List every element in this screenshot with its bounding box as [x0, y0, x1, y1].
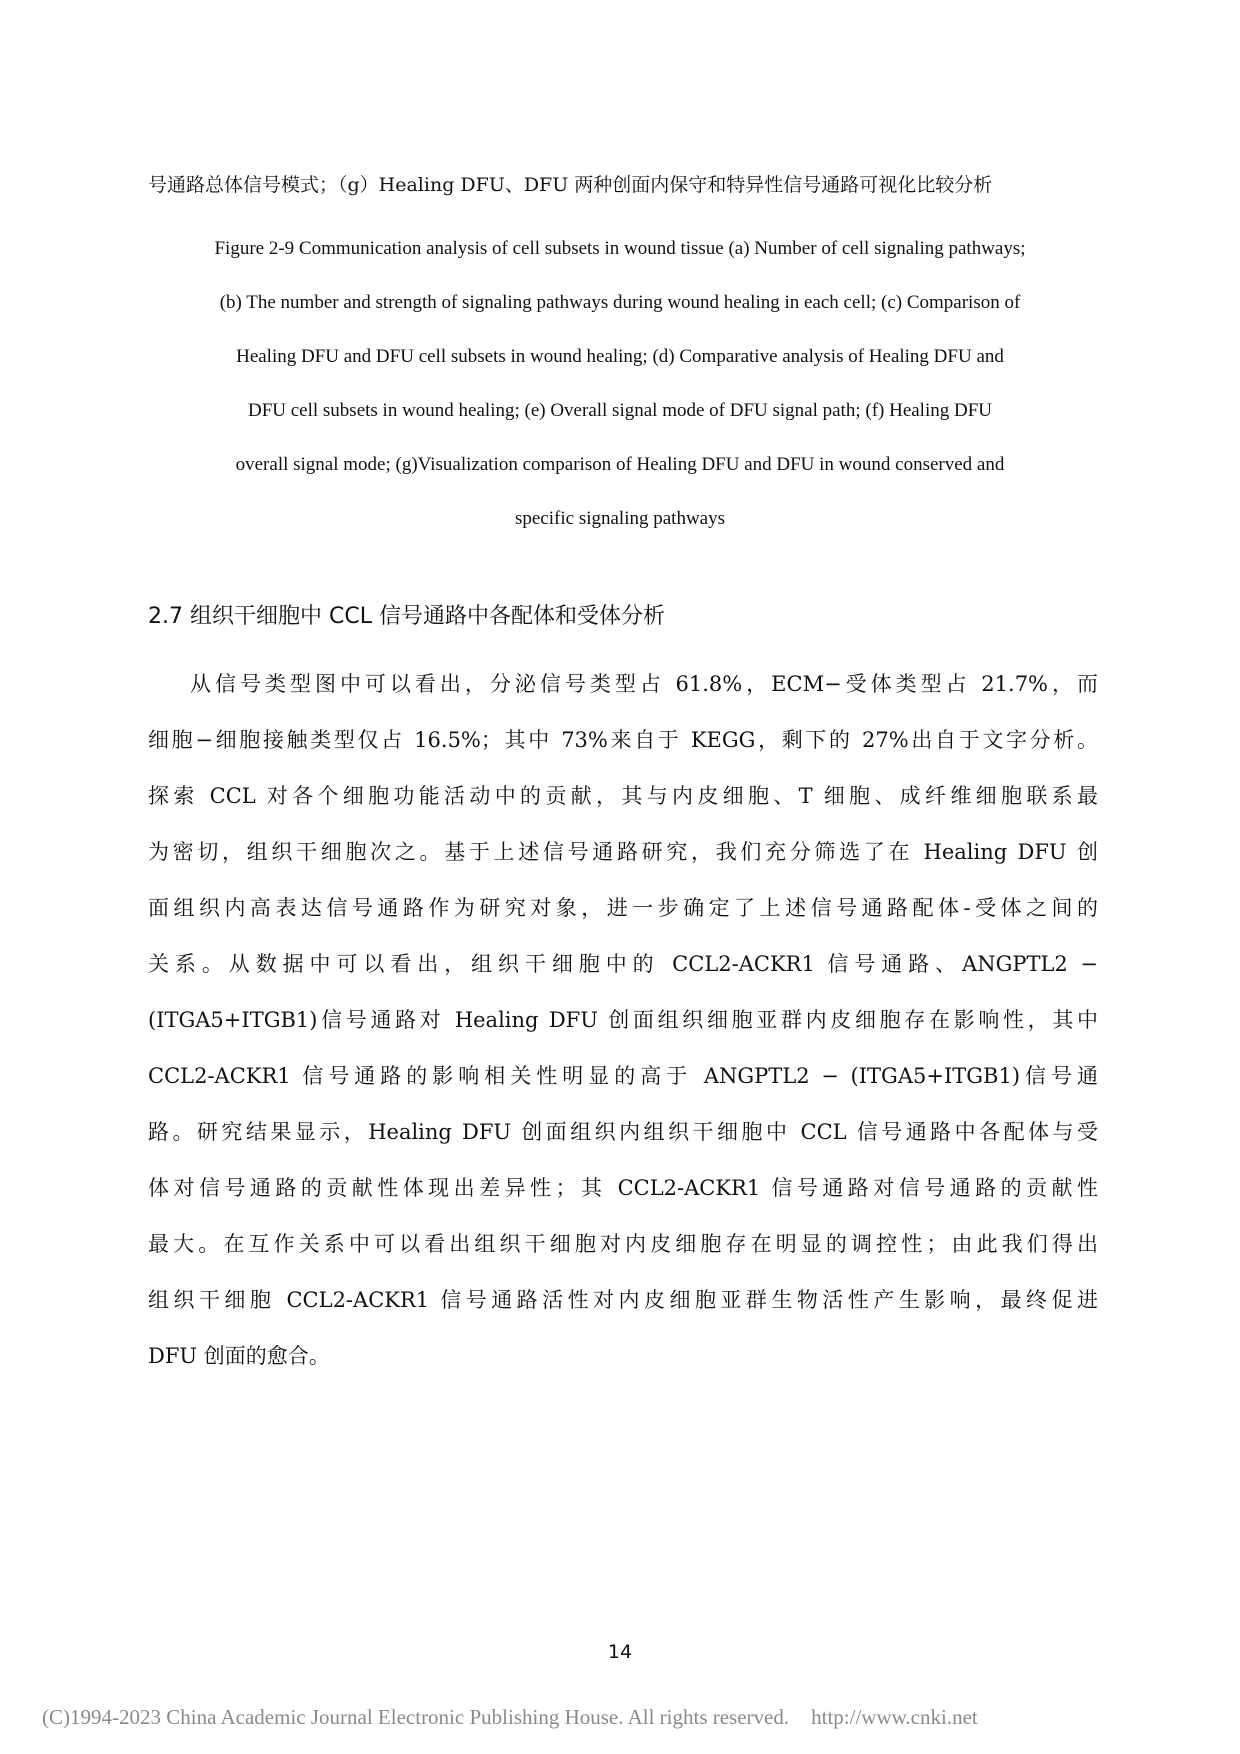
caption-en-line: Healing DFU and DFU cell subsets in wound healing; (d) Comparative analysis of Healing DFU and [236, 346, 1004, 367]
caption-en-line: overall signal mode; (g)Visualization comparison of Healing DFU and DFU in wound conserved and [235, 454, 1005, 475]
caption-en-line: DFU cell subsets in wound healing; (e) Overall signal mode of DFU signal path; (f) Healing DFU [247, 400, 993, 421]
paragraph-line: 细胞−细胞接触类型仅占 16.5%；其中 73%来自于 KEGG，剩下的 27%出自于文字分析。 [148, 728, 1098, 752]
paragraph-line: (ITGA5+ITGB1)信号通路对 Healing DFU 创面组织细胞亚群内皮细胞存在影响性，其中 [148, 1008, 1098, 1032]
paragraph-line: 组织干细胞 CCL2-ACKR1 信号通路活性对内皮细胞亚群生物活性产生影响，最终促进 [148, 1288, 1098, 1312]
paragraph-line: 面组织内高表达信号通路作为研究对象，进一步确定了上述信号通路配体-受体之间的 [148, 896, 1098, 920]
caption-en-line: (b) The number and strength of signaling pathways during wound healing in each cell; (c) Comparison of [219, 292, 1021, 313]
paragraph-line: 从信号类型图中可以看出，分泌信号类型占 61.8%，ECM−受体类型占 21.7%，而 [190, 672, 1098, 696]
paragraph-line: DFU 创面的愈合。 [148, 1344, 330, 1368]
cnki-link[interactable]: http://www.cnki.net [811, 1705, 978, 1729]
paragraph-line: 最大。在互作关系中可以看出组织干细胞对内皮细胞存在明显的调控性；由此我们得出 [148, 1232, 1098, 1256]
copyright-footer [42, 1703, 978, 1731]
figure-caption-en [120, 222, 1120, 546]
paragraph-line: 体对信号通路的贡献性体现出差异性；其 CCL2-ACKR1 信号通路对信号通路的贡献性 [148, 1176, 1098, 1200]
paragraph-line: 探索 CCL 对各个细胞功能活动中的贡献，其与内皮细胞、T 细胞、成纤维细胞联系最 [148, 784, 1098, 808]
section-heading: 2.7 组织干细胞中 CCL 信号通路中各配体和受体分析 [148, 604, 665, 629]
page-number: 14 [607, 1641, 633, 1663]
paragraph-line: 路。研究结果显示，Healing DFU 创面组织内组织干细胞中 CCL 信号通路中各配体与受 [148, 1120, 1098, 1144]
caption-en-line: specific signaling pathways [514, 508, 725, 529]
caption-en-line: Figure 2-9 Communication analysis of cell subsets in wound tissue (a) Number of cell signaling pathways; [214, 238, 1026, 259]
paragraph-line: 为密切，组织干细胞次之。基于上述信号通路研究，我们充分筛选了在 Healing DFU 创 [148, 840, 1098, 864]
copyright-text: (C)1994-2023 China Academic Journal Electronic Publishing House. All rights reserved. [42, 1705, 790, 1729]
body-paragraph [148, 656, 1098, 1384]
figure-caption-cn: 号通路总体信号模式；（g）Healing DFU、DFU 两种创面内保守和特异性信号通路可视化比较分析 [148, 174, 993, 196]
paragraph-line: CCL2-ACKR1 信号通路的影响相关性明显的高于 ANGPTL2 − (ITGA5+ITGB1)信号通 [148, 1064, 1098, 1088]
paragraph-line: 关系。从数据中可以看出，组织干细胞中的 CCL2-ACKR1 信号通路、ANGPTL2 − [148, 952, 1098, 976]
